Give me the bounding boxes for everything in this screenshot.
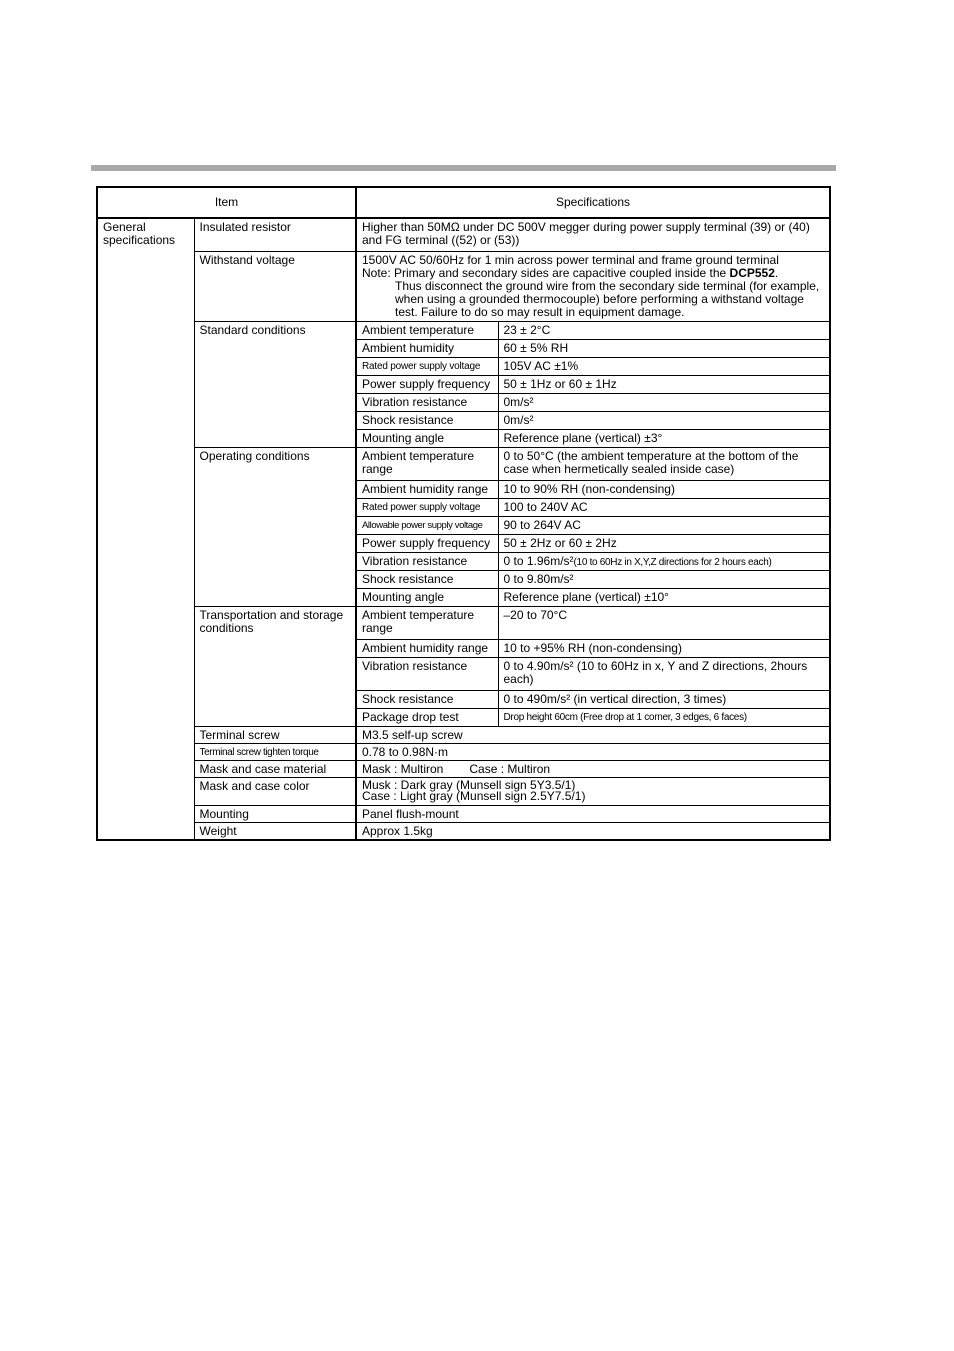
sub-value: 10 to 90% RH (non-condensing) <box>498 481 830 499</box>
case-color: Case : Light gray (Munsell sign 2.5Y7.5/1) <box>362 789 586 803</box>
sub-label: Package drop test <box>356 709 498 727</box>
row-value-weight: Approx 1.5kg <box>356 823 830 841</box>
sub-value: 60 ± 5% RH <box>498 340 830 358</box>
sub-label: Vibration resistance <box>356 394 498 412</box>
row-value-mounting: Panel flush-mount <box>356 806 830 823</box>
sub-value: 90 to 264V AC <box>498 517 830 535</box>
row-value-color <box>356 778 830 806</box>
sub-label: Allowable power supply voltage <box>356 517 498 535</box>
table-row <box>97 322 830 340</box>
table-row <box>97 218 830 252</box>
sub-value: 50 ± 1Hz or 60 ± 1Hz <box>498 376 830 394</box>
sub-value: Drop height 60cm (Free drop at 1 corner, 3 edges, 6 faces) <box>498 709 830 727</box>
specifications-column-header: Specifications <box>356 187 830 218</box>
specifications-table <box>96 186 831 841</box>
row-label-withstand-voltage: Withstand voltage <box>194 252 356 322</box>
table-row <box>97 252 830 322</box>
group-label-transport-conditions: Transportation and storage conditions <box>194 607 356 727</box>
sub-label: Mounting angle <box>356 589 498 607</box>
table-header-row <box>97 187 830 218</box>
sub-label: Power supply frequency <box>356 376 498 394</box>
row-label-insulated-resistor: Insulated resistor <box>194 218 356 252</box>
sub-value: 105V AC ±1% <box>498 358 830 376</box>
vibration-value: 0 to 1.96m/s² <box>503 554 574 568</box>
table-row <box>97 727 830 744</box>
sub-label: Rated power supply voltage <box>356 499 498 517</box>
sub-label: Mounting angle <box>356 430 498 448</box>
sub-label: Ambient temperature <box>356 322 498 340</box>
row-label-material: Mask and case material <box>194 761 356 778</box>
sub-value <box>498 553 830 571</box>
withstand-voltage-note-detail: Thus disconnect the ground wire from the secondary side terminal (for example, when using a grounded thermocouple) before performing a withstand voltage test. Failure to do so may result in equipment damage. <box>395 279 820 319</box>
withstand-voltage-line: 1500V AC 50/60Hz for 1 min across power terminal and frame ground terminal <box>362 253 779 267</box>
sub-value: 0 to 50°C (the ambient temperature at the bottom of the case when hermetically sealed inside case) <box>498 448 830 481</box>
sub-label: Ambient humidity range <box>356 481 498 499</box>
sub-value: 0m/s² <box>498 412 830 430</box>
sub-label: Ambient humidity range <box>356 640 498 658</box>
sub-value: 23 ± 2°C <box>498 322 830 340</box>
row-value-material <box>356 761 830 778</box>
sub-label: Ambient temperature range <box>356 607 498 640</box>
sub-value: 0 to 490m/s² (in vertical direction, 3 times) <box>498 691 830 709</box>
table-row <box>97 448 830 481</box>
sub-label: Shock resistance <box>356 412 498 430</box>
sub-label: Vibration resistance <box>356 553 498 571</box>
sub-value: 100 to 240V AC <box>498 499 830 517</box>
table-row <box>97 761 830 778</box>
sub-label: Shock resistance <box>356 691 498 709</box>
case-material: Case : Multiron <box>469 762 551 776</box>
note-suffix: . <box>774 266 779 280</box>
row-label-terminal-screw: Terminal screw <box>194 727 356 744</box>
sub-value: 50 ± 2Hz or 60 ± 2Hz <box>498 535 830 553</box>
category-general-specifications: General specifications <box>97 218 194 840</box>
sub-label: Shock resistance <box>356 571 498 589</box>
sub-value: 0 to 9.80m/s² <box>498 571 830 589</box>
table-row <box>97 823 830 841</box>
table-row <box>97 806 830 823</box>
group-label-operating-conditions: Operating conditions <box>194 448 356 607</box>
sub-label: Vibration resistance <box>356 658 498 691</box>
sub-label: Ambient temperature range <box>356 448 498 481</box>
mask-color: Musk : Dark gray (Munsell sign 5Y3.5/1) <box>362 778 576 792</box>
note-prefix: Note: Primary and secondary sides are capacitive coupled inside the <box>362 266 730 280</box>
model-name: DCP552 <box>729 266 775 280</box>
table-row <box>97 744 830 761</box>
row-label-mounting: Mounting <box>194 806 356 823</box>
table-row <box>97 607 830 640</box>
row-value-terminal-screw: M3.5 self-up screw <box>356 727 830 744</box>
sub-value: 0 to 4.90m/s² (10 to 60Hz in x, Y and Z directions, 2hours each) <box>498 658 830 691</box>
sub-value: 10 to +95% RH (non-condensing) <box>498 640 830 658</box>
row-value-withstand-voltage <box>356 252 830 322</box>
table-row <box>97 778 830 806</box>
sub-label: Ambient humidity <box>356 340 498 358</box>
sub-label: Power supply frequency <box>356 535 498 553</box>
row-label-color: Mask and case color <box>194 778 356 806</box>
mask-material: Mask : Multiron <box>362 762 444 776</box>
sub-value: –20 to 70°C <box>498 607 830 640</box>
sub-label: Rated power supply voltage <box>356 358 498 376</box>
row-value-insulated-resistor: Higher than 50MΩ under DC 500V megger during power supply terminal (39) or (40) and FG terminal ((52) or (53)) <box>356 218 830 252</box>
row-value-terminal-torque: 0.78 to 0.98N·m <box>356 744 830 761</box>
header-rule <box>91 165 836 171</box>
row-label-weight: Weight <box>194 823 356 841</box>
group-label-standard-conditions: Standard conditions <box>194 322 356 448</box>
sub-value: Reference plane (vertical) ±3° <box>498 430 830 448</box>
item-column-header: Item <box>97 187 356 218</box>
vibration-value-note: (10 to 60Hz in X,Y,Z directions for 2 hours each) <box>573 557 772 568</box>
sub-value: Reference plane (vertical) ±10° <box>498 589 830 607</box>
sub-value: 0m/s² <box>498 394 830 412</box>
row-label-terminal-torque: Terminal screw tighten torque <box>194 744 356 761</box>
